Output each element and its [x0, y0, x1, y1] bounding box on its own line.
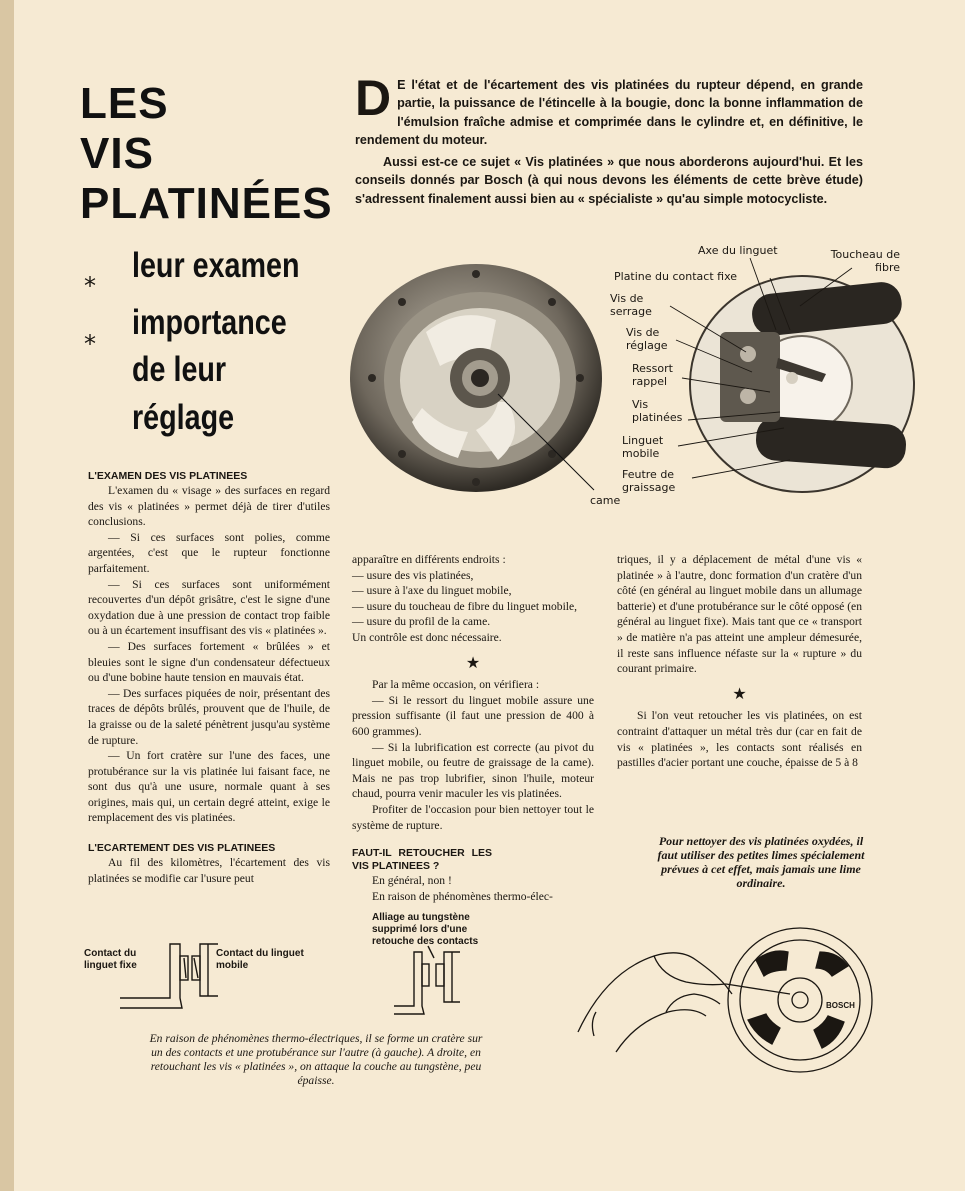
- col1-paragraph: — Un fort cratère sur l'une des faces, une protubérance sur la vis platinée lui faisant face, ne sont dus qu'à une usure, normale quant à ses origines, mais qui, un certain degré atteint, exige le remplacement des vis platinées.: [88, 749, 330, 825]
- title-line-1: LES: [80, 79, 169, 128]
- heading-retoucher: FAUT-IL RETOUCHER LES VIS PLATINEES ?: [352, 847, 492, 873]
- col1-paragraph: — Des surfaces piquées de noir, présentant des traces de dépôts brûlés, prouvent que de l'huile, de la graisse ou de la saleté pénètrent jusqu'au système de rupture.: [88, 686, 330, 747]
- star-bullet-1: *: [84, 272, 96, 300]
- subtitle-importance: importance: [132, 303, 287, 342]
- col2-list-item: — usure du profil de la came.: [352, 615, 491, 629]
- col2-list-item: — usure des vis platinées,: [352, 568, 474, 582]
- label-toucheau-de-fibre: Toucheau de fibre: [830, 248, 900, 274]
- col1-paragraph: — Des surfaces fortement « brûlées » et bleuies sont le signe d'un condensateur défectueux ou d'une bobine haute tension en mauvais état.: [88, 639, 330, 685]
- col3-paragraph: Si l'on veut retoucher les vis platinées, on est contraint d'attaquer un métal très dur (car en fait de vis « platinées », les contacts sont réalisés en pastilles d'acier portant une couche, épaisse de 5 à 8: [617, 709, 862, 770]
- intro-paragraph-2: Aussi est-ce ce sujet « Vis platinées » que nous aborderons aujourd'hui. Et les conseils donnés par Bosch (à qui nous devons les éléments de cette brève étude) s'adressent finalement aussi bien au « spécialiste » qu'au simple motocycliste.: [355, 155, 863, 206]
- col2-list-item: — usure du toucheau de fibre du linguet mobile,: [352, 599, 578, 613]
- subtitle-de-leur: de leur: [132, 350, 227, 389]
- caption-limes: Pour nettoyer des vis platinées oxydées, il faut utiliser des petites limes spécialement prévues à cet effet, mais jamais une lime ordinaire.: [657, 834, 865, 890]
- col1-paragraph: — Si ces surfaces sont uniformément recouvertes d'un dépôt grisâtre, c'est le signe d'une oxydation due à une pression de contact trop faible ou à un écartement insuffisant des vis « platinées ».: [88, 577, 330, 638]
- label-platine-contact-fixe: Platine du contact fixe: [614, 270, 738, 283]
- col2-paragraph: Par la même occasion, on vérifiera :: [372, 678, 540, 692]
- subtitle-reglage: réglage: [132, 398, 235, 437]
- label-came: came: [590, 494, 621, 507]
- section-star: ★: [732, 685, 747, 703]
- title-line-3: PLATINÉES: [80, 179, 333, 228]
- col2-paragraph: En raison de phénomènes thermo-élec-: [372, 889, 553, 903]
- label-axe-du-linguet: Axe du linguet: [698, 244, 778, 257]
- intro-paragraph-1: E l'état et de l'écartement des vis platinées du rupteur dépend, en grande partie, la puissance de l'étincelle à la bougie, donc la bonne inflammation de l'émulsion fraîche admise et comprimée dans le cylindre et, en définitive, le rendement du moteur.: [355, 78, 863, 147]
- label-vis-platinees: Vis platinées: [632, 398, 683, 424]
- magneto-brand-label: BOSCH: [826, 1001, 855, 1010]
- col1-paragraph: — Si ces surfaces sont polies, comme argentées, c'est que le rupteur fonctionne parfaitement.: [88, 530, 330, 575]
- label-linguet-mobile: Linguet mobile: [622, 434, 664, 460]
- drop-cap: D: [355, 70, 392, 126]
- col2-paragraph: Profiter de l'occasion pour bien nettoyer tout le système de rupture.: [352, 802, 594, 832]
- column-2: [352, 552, 594, 904]
- col2-paragraph: apparaître en différents endroits :: [352, 553, 506, 566]
- col3-paragraph: triques, il y a déplacement de métal d'une vis « platinée » à l'autre, donc formation d'un cratère d'un côté (en général au linguet mobile dans un allumage batterie) et d'une protubérance sur le côté opposé (en général au linguet fixe). Mais tant que ce « transport » de matière n'a pas atteint une ampleur démesurée, il reste sans influence néfaste sur la « rupture » du courant primaire.: [617, 553, 862, 676]
- label-feutre-de-graissage: Feutre de graissage: [622, 468, 676, 494]
- col2-paragraph: — Si la lubrification est correcte (au pivot du linguet mobile, ou feutre de graissage de la came). Mais ne pas trop lubrifier, sinon l'huile, moteur chaud, pourra venir maculer les vis platinées.: [352, 740, 594, 801]
- title-line-2: VIS: [80, 129, 154, 178]
- col2-paragraph: Un contrôle est donc nécessaire.: [352, 630, 502, 644]
- contact-diagram-right: [394, 946, 470, 1018]
- subtitle-leur-examen: leur examen: [132, 246, 300, 285]
- column-3: [617, 552, 862, 771]
- col1-paragraph: L'examen du « visage » des surfaces en regard des vis « platinées » permet déjà de tirer d'utiles conclusions.: [88, 484, 330, 529]
- contact-diagram-left: [120, 936, 240, 1016]
- col2-paragraph: — Si le ressort du linguet mobile assure une pression suffisante (il faut une pression de 400 à 600 grammes).: [352, 693, 594, 738]
- heading-examen: L'EXAMEN DES VIS PLATINEES: [88, 470, 248, 482]
- label-ressort-rappel: Ressort rappel: [632, 362, 673, 388]
- label-contact-mobile: Contact du linguet mobile: [216, 948, 304, 971]
- label-contact-fixe: Contact du linguet fixe: [84, 948, 137, 971]
- section-star: ★: [465, 654, 481, 672]
- col2-list-item: — usure à l'axe du linguet mobile,: [352, 584, 512, 598]
- star-bullet-2: *: [84, 330, 96, 358]
- hand-file-magneto-drawing: [576, 912, 876, 1082]
- col2-paragraph: En général, non !: [372, 874, 452, 888]
- heading-ecartement: L'ECARTEMENT DES VIS PLATINEES: [88, 842, 276, 855]
- label-vis-de-reglage: Vis de réglage: [626, 326, 668, 352]
- caption-contacts: En raison de phénomènes thermo-électriques, il se forme un cratère sur un des contacts et une protubérance sur l'autre (à gauche). A droite, en retouchant les vis « platinées », on attaque la couche au tungstène, peu épaisse.: [149, 1032, 483, 1087]
- label-vis-de-serrage: Vis de serrage: [610, 292, 652, 318]
- col1-paragraph: Au fil des kilomètres, l'écartement des vis platinées se modifie car l'usure peut: [88, 856, 330, 885]
- column-1: [88, 470, 330, 886]
- label-alliage-tungstene: Alliage au tungstène supprimé lors d'une retouche des contacts: [372, 912, 479, 947]
